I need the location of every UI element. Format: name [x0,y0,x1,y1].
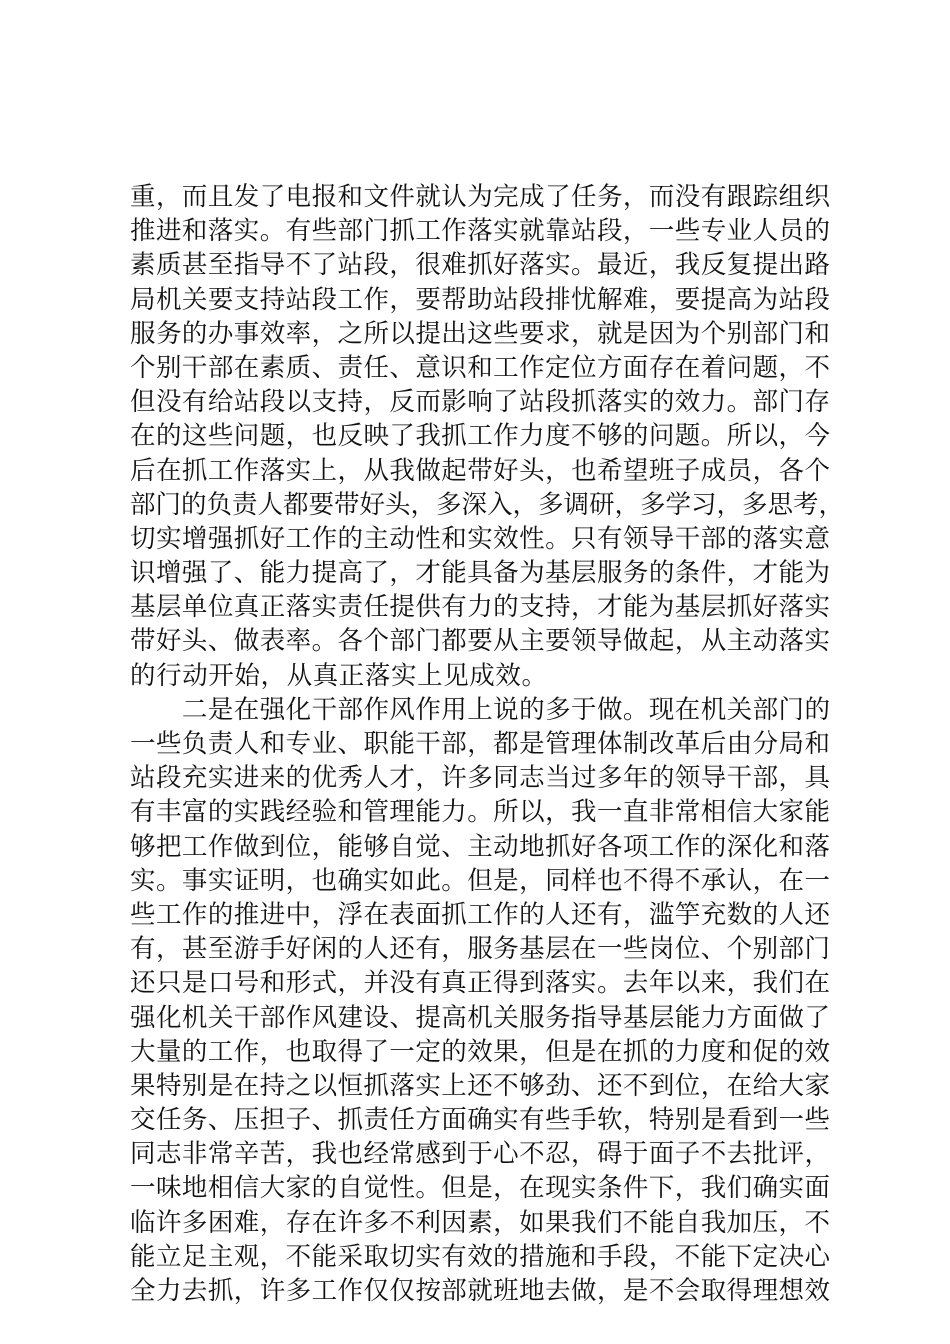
text-line: 局机关要支持站段工作，要帮助站段排忧解难，要提高为站段 [130,284,830,315]
text-line: 切实增强抓好工作的主动性和实效性。只有领导干部的落实意 [130,523,830,554]
text-line: 有，甚至游手好闲的人还有，服务基层在一些岗位、个别部门 [130,934,830,965]
document-page [130,180,845,1308]
text-line: 在的这些问题，也反映了我抓工作力度不够的问题。所以，今 [130,421,830,452]
text-line: 但没有给站段以支持，反而影响了站段抓落实的效力。部门存 [130,387,830,418]
text-line: 些工作的推进中，浮在表面抓工作的人还有，滥竽充数的人还 [130,899,830,930]
text-line: 重，而且发了电报和文件就认为完成了任务，而没有跟踪组织 [130,182,830,212]
text-line: 部门的负责人都要带好头，多深入，多调研，多学习，多思考， [130,489,845,520]
text-line: 一些负责人和专业、职能干部，都是管理体制改革后由分局和 [130,729,830,759]
text-line: 一味地相信大家的自觉性。但是，在现实条件下，我们确实面 [130,1173,830,1204]
text-line: 全力去抓，许多工作仅仅按部就班地去做，是不会取得理想效 [130,1276,830,1306]
text-line: 识增强了、能力提高了，才能具备为基层服务的条件，才能为 [130,558,830,589]
text-line: 大量的工作，也取得了一定的效果，但是在抓的力度和促的效 [130,1036,830,1067]
paragraph-start-line: 二是在强化干部作风作用上说的多于做。现在机关部门的 [130,694,830,725]
text-line: 同志非常辛苦，我也经常感到于心不忍，碍于面子不去批评， [130,1139,830,1170]
text-line: 推进和落实。有些部门抓工作落实就靠站段，一些专业人员的 [130,216,830,247]
text-line: 实。事实证明，也确实如此。但是，同样也不得不承认，在一 [130,865,830,896]
text-line: 站段充实进来的优秀人才，许多同志当过多年的领导干部，具 [130,763,830,794]
paragraph-end-line: 的行动开始，从真正落实上见成效。 [130,660,548,691]
text-line: 能立足主观，不能采取切实有效的措施和手段，不能下定决心 [130,1241,830,1272]
text-line: 服务的办事效率，之所以提出这些要求，就是因为个别部门和 [130,318,830,349]
text-line: 素质甚至指导不了站段，很难抓好落实。最近，我反复提出路 [130,250,830,281]
text-line: 强化机关干部作风建设、提高机关服务指导基层能力方面做了 [130,1002,830,1033]
text-line: 还只是口号和形式，并没有真正得到落实。去年以来，我们在 [130,968,830,999]
text-line: 带好头、做表率。各个部门都要从主要领导做起，从主动落实 [130,626,830,657]
text-line: 基层单位真正落实责任提供有力的支持，才能为基层抓好落实 [130,592,830,623]
text-line: 交任务、压担子、抓责任方面确实有些手软，特别是看到一些 [130,1105,830,1136]
text-line: 够把工作做到位，能够自觉、主动地抓好各项工作的深化和落 [130,831,830,862]
text-line: 果特别是在持之以恒抓落实上还不够劲、还不到位，在给大家 [130,1070,830,1101]
text-line: 个别干部在素质、责任、意识和工作定位方面存在着问题，不 [130,352,830,383]
text-line: 后在抓工作落实上，从我做起带好头，也希望班子成员，各个 [130,455,830,486]
text-line: 有丰富的实践经验和管理能力。所以，我一直非常相信大家能 [130,797,830,828]
text-line: 临许多困难，存在许多不利因素，如果我们不能自我加压，不 [130,1207,830,1238]
